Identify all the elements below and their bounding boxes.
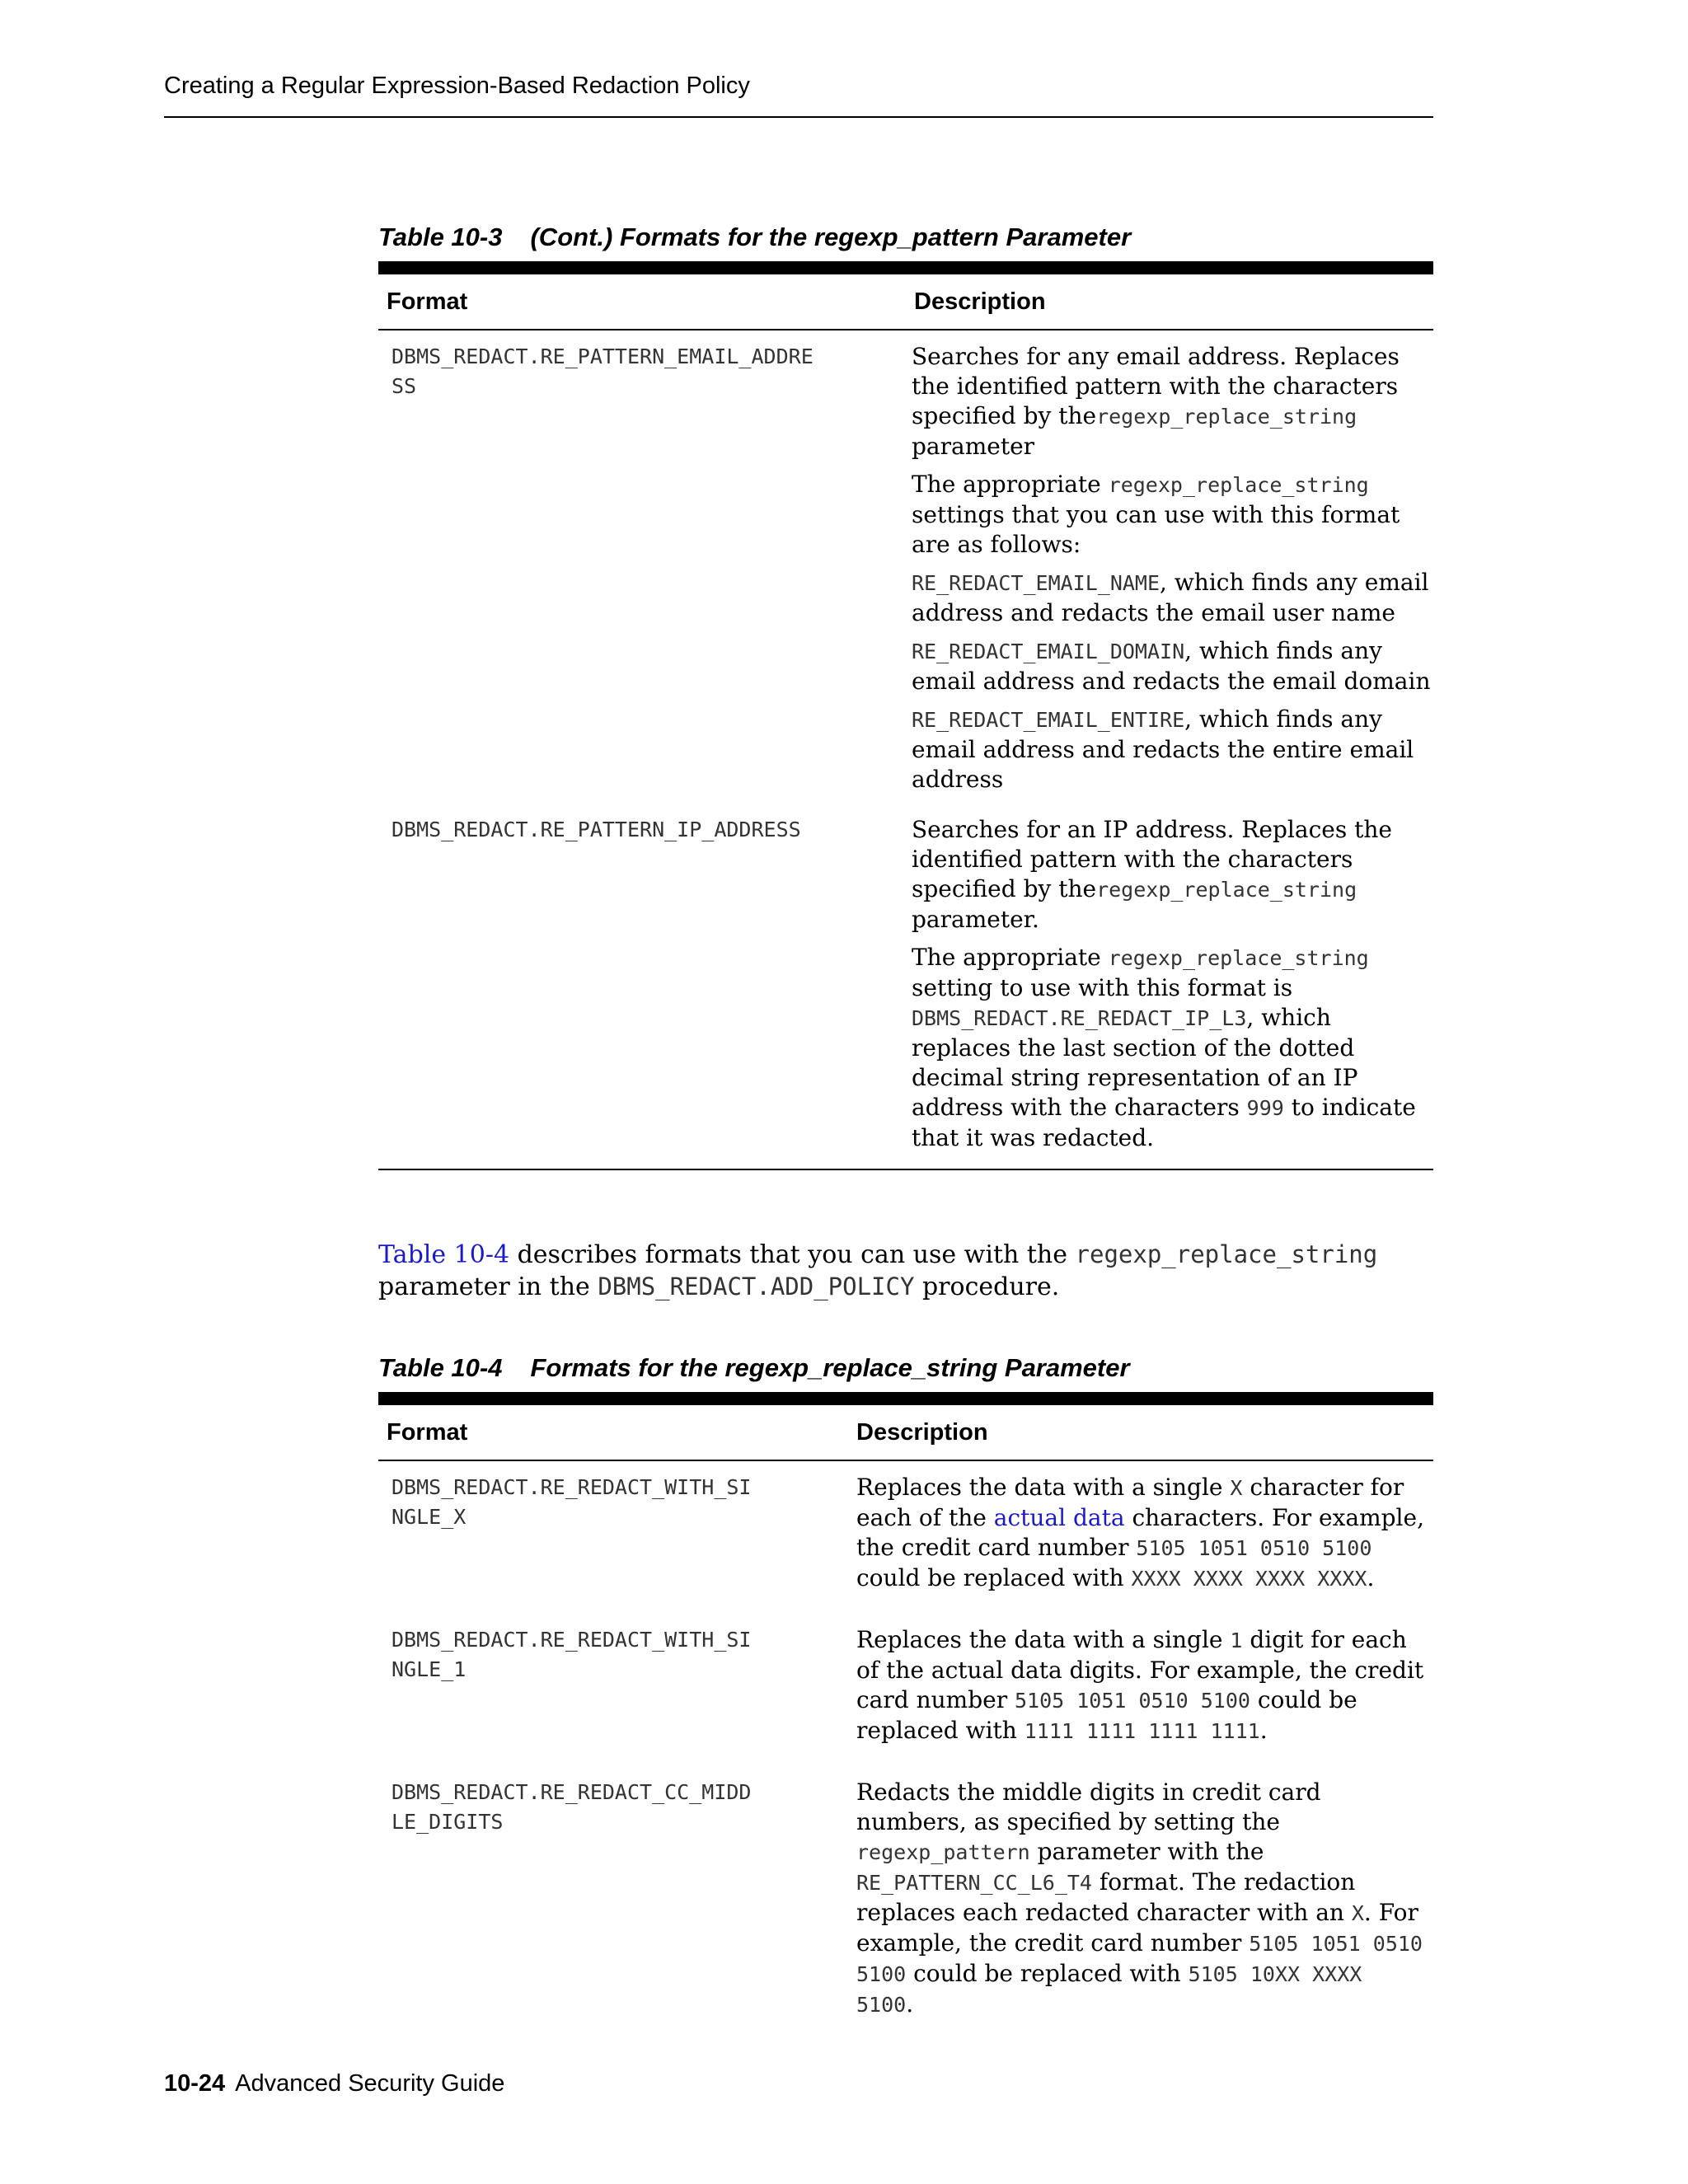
format-cell: DBMS_REDACT.RE_REDACT_WITH_SI NGLE_1 (392, 1628, 752, 1681)
column-header-description: Description (856, 1418, 988, 1446)
description-paragraph: Replaces the data with a single X character for each of the actual data characters. For example, the credit card number 5105 1051 0510 5100 could be replaced with XXXX XXXX XXXX XXXX. (856, 1474, 1424, 1591)
column-header-format: Format (387, 288, 468, 315)
description-paragraph: Replaces the data with a single 1 digit for each of the actual data digits. For example, the credit card number 5105 1051 0510 5100 could be replaced with 1111 1111 1111 1111. (856, 1626, 1424, 1744)
table-10-4 (378, 1352, 1433, 2028)
table-caption (378, 1352, 1433, 1385)
running-header: Creating a Regular Expression-Based Redaction Policy (164, 73, 750, 99)
description-cell (912, 815, 1433, 1161)
table-top-bar (378, 1392, 1433, 1405)
description-cell (856, 1473, 1433, 1602)
header-rule (164, 116, 1433, 118)
description-paragraph: RE_REDACT_EMAIL_NAME, which finds any email address and redacts the email user name (912, 569, 1429, 626)
description-paragraph: Redacts the middle digits in credit card numbers, as specified by setting the regexp_pattern parameter with the RE_PATTERN_CC_L6_T4 format. The redaction replaces each redacted character with an X. For example, the credit card number 5105 1051 0510 5100 could be replaced with 5105 10XX XXXX 5100. (856, 1779, 1423, 2018)
format-cell: DBMS_REDACT.RE_REDACT_WITH_SI NGLE_X (392, 1475, 752, 1529)
description-paragraph: RE_REDACT_EMAIL_DOMAIN, which finds any email address and redacts the email domain (912, 637, 1431, 695)
description-cell (912, 342, 1433, 803)
table-row (378, 803, 1433, 1170)
format-cell: DBMS_REDACT.RE_REDACT_CC_MIDD LE_DIGITS (392, 1780, 752, 1834)
table-row (378, 1461, 1433, 1625)
table-title: Formats for the regexp_replace_string Parameter (530, 1353, 1130, 1382)
page-number: 10-24 (164, 2070, 226, 2097)
table-row (378, 1778, 1433, 2028)
description-paragraph: Searches for an IP address. Replaces the identified pattern with the characters specified by theregexp_replace_string parameter. (912, 816, 1392, 933)
description-cell (856, 1778, 1433, 2028)
column-header-description: Description (914, 288, 1046, 315)
description-paragraph: RE_REDACT_EMAIL_ENTIRE, which finds any email address and redacts the entire email address (912, 705, 1414, 793)
table-number: Table 10-4 (378, 1353, 503, 1382)
description-cell (856, 1625, 1433, 1755)
table-caption (378, 221, 1433, 254)
actual-data-link[interactable]: actual data (993, 1504, 1125, 1531)
table-10-3 (378, 221, 1433, 1170)
description-paragraph: Searches for any email address. Replaces the identified pattern with the characters specified by theregexp_replace_string parameter (912, 343, 1400, 460)
table-header-row (378, 274, 1433, 330)
table-title: (Cont.) Formats for the regexp_pattern Parameter (530, 223, 1132, 251)
table-row (378, 330, 1433, 803)
table-number: Table 10-3 (378, 223, 503, 251)
table-row (378, 1625, 1433, 1778)
table-10-4-link[interactable]: Table 10-4 (378, 1240, 510, 1269)
page-footer (164, 2070, 504, 2097)
book-title: Advanced Security Guide (235, 2070, 505, 2097)
column-header-format: Format (387, 1418, 468, 1446)
format-cell: DBMS_REDACT.RE_PATTERN_EMAIL_ADDRE SS (392, 344, 814, 398)
table-top-bar (378, 261, 1433, 274)
description-paragraph: The appropriate regexp_replace_string settings that you can use with this format are as follows: (912, 471, 1400, 558)
description-paragraph: The appropriate regexp_replace_string setting to use with this format is DBMS_REDACT.RE_REDACT_IP_L3, which replaces the last section of the dotted decimal string representation of an IP address with the characters 999 to indicate that it was redacted. (912, 944, 1416, 1151)
body-paragraph: Table 10-4 describes formats that you can use with the regexp_replace_string parameter in the DBMS_REDACT.ADD_POLICY procedure. (378, 1240, 1378, 1301)
format-cell: DBMS_REDACT.RE_PATTERN_IP_ADDRESS (392, 818, 801, 841)
table-header-row (378, 1405, 1433, 1461)
